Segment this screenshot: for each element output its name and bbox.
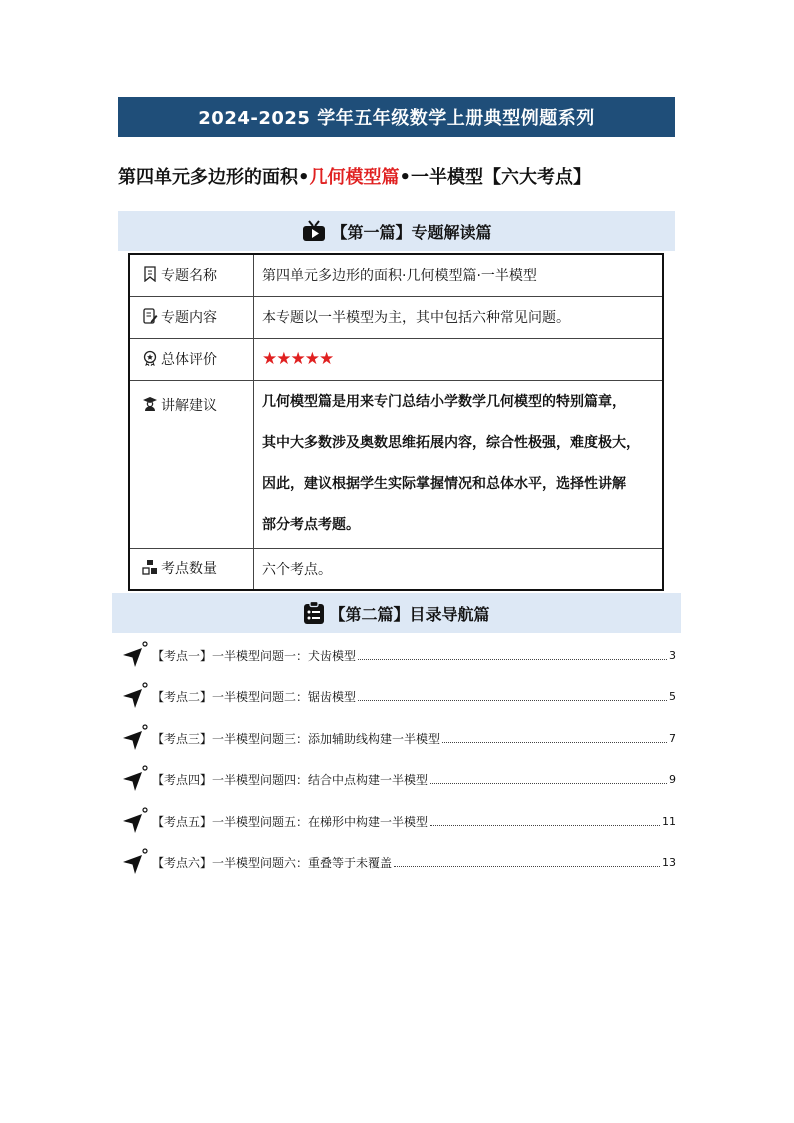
toc-entry-label: 【考点六】一半模型问题六：重叠等于未覆盖 (152, 855, 393, 870)
subtitle-highlight: 几何模型篇 (309, 167, 400, 188)
toc-leader-dots (358, 700, 667, 701)
blocks-icon (142, 559, 158, 579)
teacher-icon (142, 396, 158, 416)
section-header-2 (112, 593, 681, 633)
toc-entry[interactable] (120, 847, 676, 877)
table-row (129, 380, 663, 548)
tv-icon (301, 219, 327, 243)
toc-leader-dots (430, 783, 667, 784)
bookmark-icon (142, 266, 158, 286)
toc-entry[interactable] (120, 764, 676, 794)
section-1-title: 【第一篇】专题解读篇 (331, 222, 492, 242)
row-key-label: 考点数量 (161, 561, 217, 578)
toc-page-number: 5 (669, 689, 676, 703)
toc-page-number: 11 (662, 814, 676, 828)
rating-stars: ★★★★★ (262, 349, 334, 369)
table-key-cell (129, 548, 254, 590)
table-value-cell (254, 380, 664, 548)
row-key-label: 专题名称 (161, 267, 217, 284)
table-row (129, 548, 663, 590)
row-key-label: 讲解建议 (161, 397, 217, 414)
table-value-cell (254, 296, 664, 338)
toc-leader-dots (358, 659, 667, 660)
advice-line: 因此，建议根据学生实际掌握情况和总体水平，选择性讲解 (262, 476, 626, 492)
toc-leader-dots (442, 742, 667, 743)
table-key-cell (129, 254, 254, 296)
series-banner (118, 97, 675, 137)
navigation-arrow-icon (120, 682, 148, 710)
subtitle-part1: 第四单元多边形的面积• (118, 167, 310, 188)
toc-entry[interactable] (120, 681, 676, 711)
topic-content-value: 本专题以一半模型为主，其中包括六种常见问题。 (262, 310, 570, 326)
toc-entry-label: 【考点三】一半模型问题三：添加辅助线构建一半模型 (152, 731, 441, 746)
toc-leader-dots (430, 825, 660, 826)
table-key-cell (129, 296, 254, 338)
toc-entry-label: 【考点五】一半模型问题五：在梯形中构建一半模型 (152, 814, 429, 829)
table-row (129, 254, 663, 296)
toc-page-number: 9 (669, 772, 676, 786)
toc-entry[interactable] (120, 806, 676, 836)
section-2-title: 【第二篇】目录导航篇 (329, 604, 490, 624)
section-header-1 (118, 211, 675, 251)
table-value-cell (254, 254, 664, 296)
page-subtitle (118, 160, 678, 192)
table-row (129, 296, 663, 338)
banner-title: 2024-2025 学年五年级数学上册典型例题系列 (198, 108, 595, 129)
toc-entry[interactable] (120, 640, 676, 670)
advice-line: 部分考点考题。 (262, 517, 360, 533)
toc-entry-label: 【考点二】一半模型问题二：锯齿模型 (152, 689, 357, 704)
navigation-arrow-icon (120, 724, 148, 752)
navigation-arrow-icon (120, 807, 148, 835)
table-key-cell (129, 380, 254, 548)
navigation-arrow-icon (120, 765, 148, 793)
toc-leader-dots (394, 866, 660, 867)
advice-line: 其中大多数涉及奥数思维拓展内容，综合性极强，难度极大， (262, 435, 640, 451)
table-row (129, 338, 663, 380)
topic-count-value: 六个考点。 (262, 561, 332, 578)
toc-page-number: 3 (669, 648, 676, 662)
table-value-cell (254, 338, 664, 380)
edit-document-icon (142, 308, 158, 328)
clipboard-list-icon (303, 601, 325, 625)
toc-entry-label: 【考点四】一半模型问题四：结合中点构建一半模型 (152, 772, 429, 787)
topic-info-table (128, 253, 664, 591)
table-key-cell (129, 338, 254, 380)
navigation-arrow-icon (120, 848, 148, 876)
advice-line: 几何模型篇是用来专门总结小学数学几何模型的特别篇章， (262, 394, 626, 410)
toc-page-number: 13 (662, 855, 676, 869)
table-value-cell (254, 548, 664, 590)
subtitle-part3: •一半模型【六大考点】 (399, 167, 592, 188)
badge-icon (142, 350, 158, 370)
row-key-label: 总体评价 (161, 351, 217, 368)
toc-page-number: 7 (669, 731, 676, 745)
toc-entry-label: 【考点一】一半模型问题一：犬齿模型 (152, 648, 357, 663)
topic-name-value: 第四单元多边形的面积·几何模型篇·一半模型 (262, 268, 537, 285)
toc-entry[interactable] (120, 723, 676, 753)
navigation-arrow-icon (120, 641, 148, 669)
row-key-label: 专题内容 (161, 309, 217, 326)
